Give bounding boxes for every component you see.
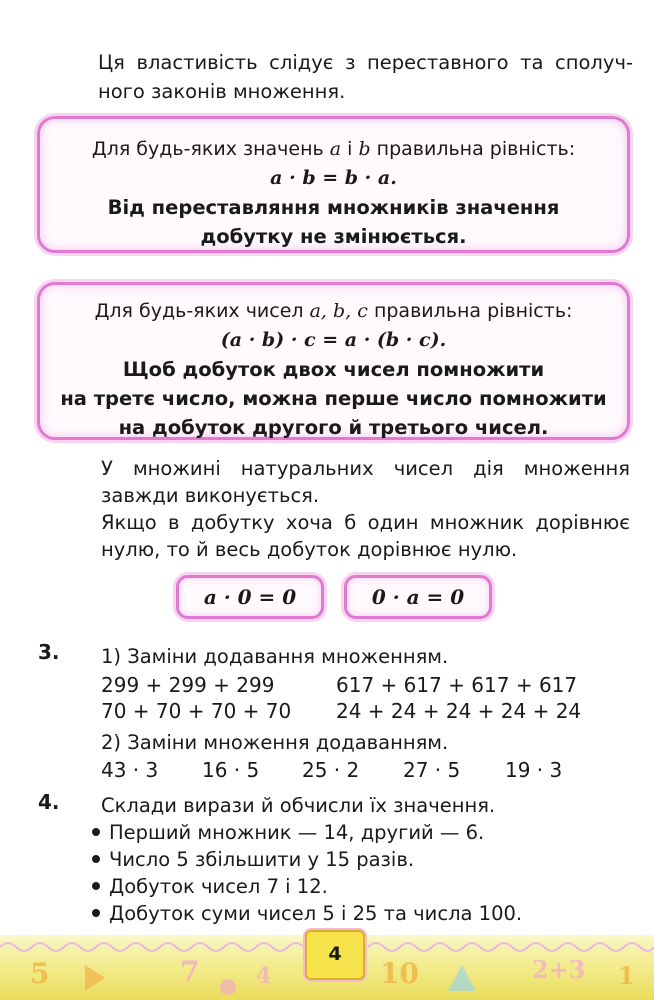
task3-sum-2: 617 + 617 + 617 + 617	[336, 673, 578, 697]
intro-line-2: ного законів множення.	[98, 80, 346, 103]
rule1-intro-end: правильна рівність:	[376, 138, 576, 160]
footer-deco-digit: 10	[380, 957, 419, 990]
task3-sum-3: 70 + 70 + 70 + 70	[101, 699, 292, 723]
triangle-shape-icon	[85, 965, 105, 991]
task4-item-1-text: Перший множник — 14, другий — 6.	[109, 821, 485, 844]
rule2-bold-line-2: на третє число, можна перше число помножити	[60, 387, 607, 410]
rule2-intro-text: Для будь-яких чисел	[94, 300, 304, 322]
rule2-bold-line-3: на добуток другого й третього чисел.	[118, 416, 549, 439]
rule1-intro-text: Для будь-яких значень	[91, 138, 324, 160]
task3-product-5: 19 · 3	[505, 758, 563, 782]
footer-deco-digit: 1	[618, 961, 635, 990]
bullet-icon	[92, 909, 100, 917]
rule1-bold-line-1: Від переставляння множників значення	[107, 196, 560, 219]
task4-item-2-text: Число 5 збільшити у 15 разів.	[109, 848, 415, 871]
task3-product-3: 25 · 2	[302, 758, 360, 782]
triangle-shape-icon	[448, 965, 476, 991]
zero-formula-left: a · 0 = 0	[203, 585, 297, 609]
rule1-conj: і	[347, 138, 353, 160]
rule-box-associative	[37, 282, 630, 440]
text2-line-3: Якщо в добутку хоча б один множник дорівнює	[101, 511, 630, 534]
task4-item-4	[92, 900, 522, 928]
task3-product-4: 27 · 5	[403, 758, 461, 782]
rule1-intro	[40, 135, 627, 164]
task4-number: 4.	[38, 790, 60, 814]
circle-shape-icon	[220, 979, 236, 995]
rule2-bold-line-1: Щоб добуток двох чисел помножити	[122, 358, 545, 381]
footer-deco-digit: 2+3	[532, 955, 586, 984]
text2-line-1: У множині натуральних чисел дія множення	[101, 457, 630, 480]
task3-number: 3.	[38, 640, 60, 664]
rule2-formula: (a · b) · c = a · (b · c).	[220, 329, 447, 351]
bullet-icon	[92, 828, 100, 836]
rule1-var-b: b	[358, 138, 371, 160]
rule-box-commutative	[37, 116, 630, 253]
task4-item-3-text: Добуток чисел 7 і 12.	[109, 875, 328, 898]
task3-product-1: 43 · 3	[101, 758, 159, 782]
task3-sum-1: 299 + 299 + 299	[101, 673, 275, 697]
page-number-badge	[305, 930, 365, 980]
rule2-intro	[40, 297, 627, 326]
page-number: 4	[328, 943, 342, 965]
text2-line-4: нулю, то й весь добуток дорівнює нулю.	[101, 538, 518, 561]
task4-item-4-text: Добуток суми чисел 5 і 25 та числа 100.	[109, 902, 523, 925]
task4-item-2	[92, 846, 414, 874]
task4-item-3	[92, 873, 328, 901]
zero-property-box-right	[344, 575, 492, 619]
footer-deco-digit: 7	[180, 955, 200, 988]
rule1-bold-line-2: добутку не змінюється.	[200, 225, 467, 248]
task3-part2-title: 2) Заміни множення додаванням.	[101, 731, 449, 754]
zero-formula-right: 0 · a = 0	[371, 585, 465, 609]
intro-line-1: Ця властивість слідує з переставного та сполуч-	[98, 51, 633, 74]
rule2-vars: a, b, c	[309, 300, 368, 322]
task3-part1-title: 1) Заміни додавання множенням.	[101, 645, 449, 668]
bullet-icon	[92, 855, 100, 863]
task3-product-2: 16 · 5	[202, 758, 260, 782]
task3-sum-4: 24 + 24 + 24 + 24 + 24	[336, 699, 582, 723]
rule2-intro-end: правильна рівність:	[373, 300, 573, 322]
bullet-icon	[92, 882, 100, 890]
rule1-formula: a · b = b · a.	[270, 167, 397, 189]
rule1-var-a: a	[329, 138, 342, 160]
zero-property-box-left	[176, 575, 324, 619]
footer-deco-digit: 5	[30, 957, 50, 990]
text2-line-2: завжди виконується.	[101, 484, 320, 507]
footer-deco-digit: 4	[256, 963, 272, 989]
task4-title: Склади вирази й обчисли їх значення.	[101, 794, 496, 817]
task4-item-1	[92, 819, 484, 847]
